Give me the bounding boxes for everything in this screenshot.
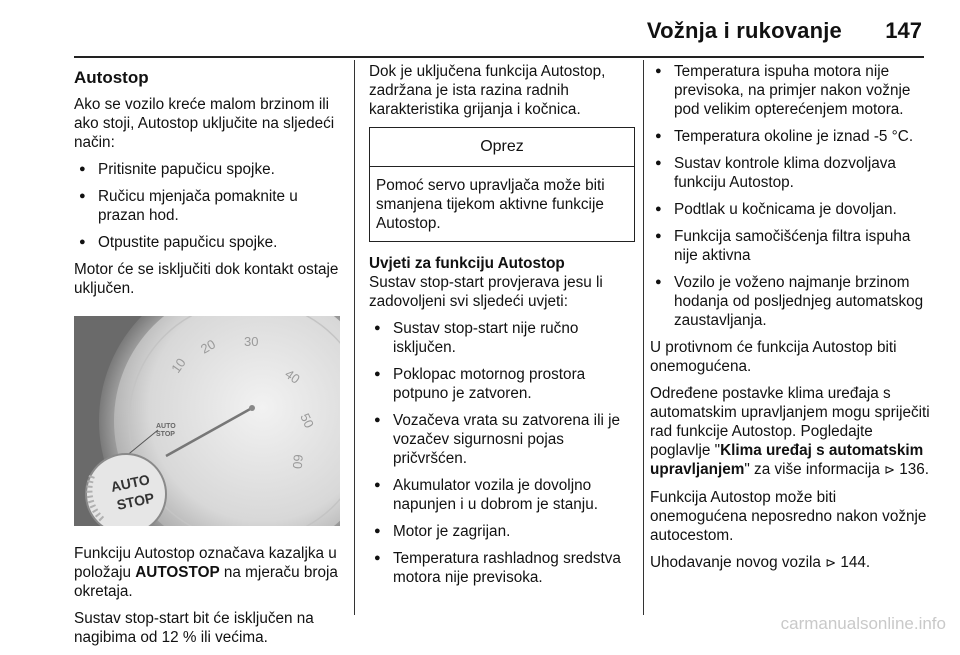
conditions-intro: Sustav stop-start provjerava jesu li zadovoljeni svi sljedeći uvjeti: bbox=[369, 274, 603, 310]
tachometer-figure bbox=[74, 316, 340, 526]
page-header bbox=[0, 0, 960, 56]
gauge-autostop-mark-line1: AUTO bbox=[156, 423, 176, 430]
page-reference-arrow-icon: ⊳ bbox=[884, 463, 896, 478]
gauge-tick-label: 60 bbox=[289, 453, 306, 470]
callout-auto-label: AUTO bbox=[109, 471, 152, 495]
gauge-tick-label: 20 bbox=[198, 336, 219, 357]
conditions-list bbox=[369, 319, 635, 587]
header-title: Vožnja i rukovanje bbox=[646, 18, 842, 43]
climate-control-reference: Klima uređaj s automatskim upravljanjem bbox=[650, 442, 924, 478]
list-item: ● Sustav stop-start nije ručno isključen. bbox=[369, 319, 635, 357]
column-divider bbox=[354, 60, 355, 615]
callout-stop-label: STOP bbox=[115, 489, 156, 513]
list-item: ● Vozačeva vrata su zatvorena ili je vozačev sigurnosni pojas pričvršćen. bbox=[369, 411, 635, 468]
autostop-steps-list bbox=[74, 160, 346, 252]
conditions-title: Uvjeti za funkciju Autostop bbox=[369, 255, 565, 272]
gauge-tick-label: 40 bbox=[282, 366, 303, 387]
break-in-note: Uhodavanje novog vozila ⊳ 144. bbox=[650, 554, 871, 571]
list-item: ● Sustav kontrole klima dozvoljava funkciju Autostop. bbox=[650, 154, 930, 192]
autostop-intro: Ako se vozilo kreće malom brzinom ili ako stoji, Autostop uključite na sljedeći način: bbox=[74, 96, 335, 151]
slope-note: Sustav stop-start bit će isključen na nagibima od 12 % ili većima. bbox=[74, 610, 314, 646]
list-item: ● Temperatura okoline je iznad -5 °C. bbox=[650, 127, 930, 146]
section-title-autostop: Autostop bbox=[74, 68, 149, 87]
climate-control-note: Određene postavke klima uređaja s automatskim upravljanjem mogu spriječiti rad funkcije Autostop. Pogledajte poglavlje "Klima uređaj s automatskim upravljanjem" za više informacija ⊳ 136. bbox=[650, 385, 930, 478]
engine-off-note: Motor će se isključiti dok kontakt ostaje uključen. bbox=[74, 261, 339, 297]
list-item: ● Otpustite papučicu spojke. bbox=[74, 233, 346, 252]
conditions-list-continued bbox=[650, 62, 930, 330]
list-item: ● Pritisnite papučicu spojke. bbox=[74, 160, 346, 179]
list-item: ● Vozilo je voženo najmanje brzinom hodanja od posljednjeg automatskog zaustavljanja. bbox=[650, 273, 930, 330]
gauge-tick-label: 50 bbox=[297, 410, 317, 431]
autostop-disabled-note: U protivnom će funkcija Autostop biti onemogućena. bbox=[650, 339, 897, 375]
column-1 bbox=[74, 62, 346, 655]
motorway-note: Funkcija Autostop može biti onemogućena neposredno nakon vožnje autocestom. bbox=[650, 489, 927, 544]
header-rule bbox=[74, 56, 924, 58]
page-number: 147 bbox=[885, 18, 922, 43]
tachometer-illustration bbox=[74, 316, 340, 526]
list-item: ● Funkcija samočišćenja filtra ispuha nije aktivna bbox=[650, 227, 930, 265]
figure-caption: Funkciju Autostop označava kazaljka u položaju AUTOSTOP na mjeraču broja okretaja. bbox=[74, 545, 338, 600]
caution-text: Pomoć servo upravljača može biti smanjena tijekom aktivne funkcije Autostop. bbox=[376, 177, 605, 232]
column-2 bbox=[369, 62, 635, 595]
caution-title: Oprez bbox=[370, 128, 634, 167]
column-3 bbox=[650, 62, 930, 581]
gauge-tick-label: 10 bbox=[168, 355, 189, 376]
column-divider bbox=[643, 60, 644, 615]
list-item: ● Temperatura ispuha motora nije previsoka, na primjer nakon vožnje pod velikim opterećenjem motora. bbox=[650, 62, 930, 119]
list-item: ● Temperatura rashladnog sredstva motora nije previsoka. bbox=[369, 549, 635, 587]
watermark: carmanualsonline.info bbox=[780, 614, 946, 633]
gauge-tick-label: 30 bbox=[244, 334, 259, 349]
page-reference-arrow-icon: ⊳ bbox=[825, 556, 837, 571]
gauge-autostop-mark-line2: STOP bbox=[156, 431, 175, 438]
autostop-performance-note: Dok je uključena funkcija Autostop, zadržana je ista razina radnih karakteristika grijanja i kočnica. bbox=[369, 63, 606, 118]
caution-box bbox=[369, 127, 635, 242]
list-item: ● Podtlak u kočnicama je dovoljan. bbox=[650, 200, 930, 219]
list-item: ● Motor je zagrijan. bbox=[369, 522, 635, 541]
list-item: ● Akumulator vozila je dovoljno napunjen i u dobrom je stanju. bbox=[369, 476, 635, 514]
list-item: ● Ručicu mjenjača pomaknite u prazan hod. bbox=[74, 187, 346, 225]
list-item: ● Poklopac motornog prostora potpuno je zatvoren. bbox=[369, 365, 635, 403]
